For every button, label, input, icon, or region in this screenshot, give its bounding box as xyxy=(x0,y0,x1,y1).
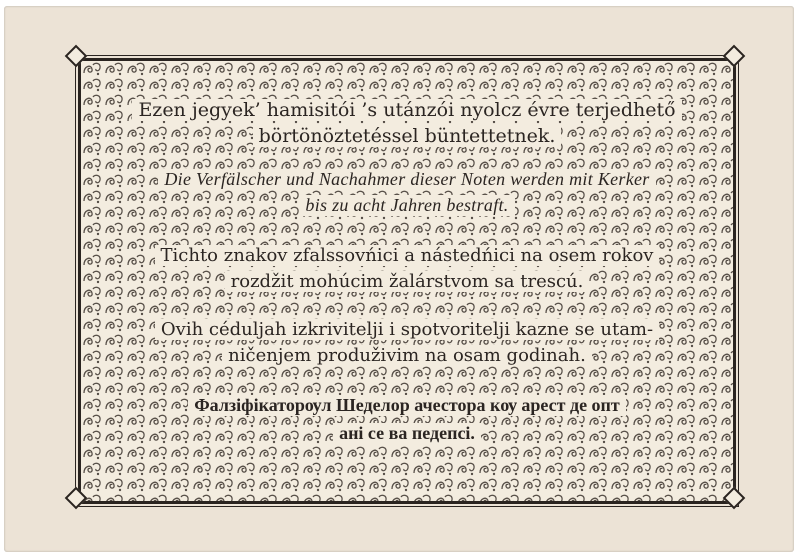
banknote-back xyxy=(4,6,794,552)
penalty-text-panel xyxy=(78,58,736,504)
german-line-2: bis zu acht Jahren bestraft. xyxy=(81,195,733,216)
german-line-1: Die Verfälscher und Nachahmer dieser Noten werden mit Kerker xyxy=(81,169,733,190)
hungarian-line-1: Ezen jegyek’ hamisitói ’s utánzói nyolcz évre terjedhető xyxy=(81,99,733,121)
slovak-line-2: rozdžit mohúcim žalárstvom sa trescú. xyxy=(81,271,733,292)
croatian-line-2: ničenjem produživim na osam godinah. xyxy=(81,345,733,366)
slovak-line-1: Tichto znakov zfalssovńici a nástedńici na osem rokov xyxy=(81,245,733,266)
croatian-line-1: Ovih céduljah izkrivitelji i spotvoritelji kazne se utam- xyxy=(81,319,733,340)
romanian-line-1: Фалзіфікаторѹл Шеделор ачестора кѹ арест де опт xyxy=(81,395,733,416)
hungarian-line-2: börtönöztetéssel büntettetnek. xyxy=(81,125,733,147)
romanian-line-2: ані се ва педепсі. xyxy=(81,423,733,444)
